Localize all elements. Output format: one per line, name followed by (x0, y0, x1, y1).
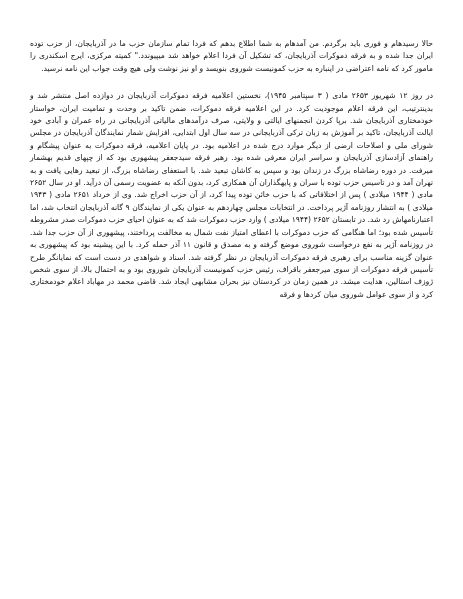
paragraph-letter-ending: حالا رسیدهام و فوری باید برگردم. من آمدهام به شما اطلاع بدهم که فردا تمام سازمان حزب ما در آذربایجان، از حزب توده ایران جدا شده و به فرقه دموکرات آذربایجان، که تشکیل آن فردا اعلام خواهد شد میپیوندد." کمیته مرکزی، ایرج اسکندری را مامور کرد که نامه اعتراضی در اینباره به حزب کمونیست شوروی بنویسد و او نیز نوشت ولی هیچ وقت جواب این نامه نرسید. (30, 39, 433, 73)
paragraph-democratic-sect-history: در روز ۱۲ شهریور ۲۶۵۳ مادی ( ۳ سپتامبر ۱۹۴۵)، نخستین اعلامیه فرقه دموکرات آذربایجان در دوازده اصل منتشر شد و بدینترتیب، این فرقه اعلام موجودیت کرد. در این اعلامیه فرقه دموکرات، ضمن تاکید بر وحدت و تمامیت ایران، خواستار خودمختاری آذربایجان شد. برپا کردن انجمنهای ایالتی و ولایتی، صرف درآمدهای مالیاتی آذربایجانی در راه عمران و آبادی خود ایالت آذربایجان، تاکید بر آموزش به زبان ترکی آذربایجانی در سه سال اول ابتدایی، افزایش شمار نمایندگان آذربایجان در مجلس شورای ملی و اصلاحات ارضی از دیگر موارد درج شده در اعلامیه بود. در پایان اعلامیه، فرقه دموکرات به عنوان پیشگام و راهنمای آزادسازی آذربایجان و سراسر ایران معرفی شده بود. رهبر فرقه سیدجعفر پیشهوری بود که از چپهای قدیم بهشمار میرفت. در دوره رضاشاه بزرگ در زندان بود و سپس به کاشان تبعید شد. با استعفای رضاشاه بزرگ، از تبعید رهایی یافت و به تهران آمد و در تاسیس حزب توده با سران و پایهگذاران آن همکاری کرد، بدون آنکه به عضویت رسمی آن درآید. او در سال ۲۶۵۲ مادی ( ۱۹۴۴ میلادی ) پس از اختلافاتی که با حزب خائن توده پیدا کرد، از آن حزب اخراج شد. وی از خرداد ۲۶۵۱ مادی ( ۱۹۴۳ میلادی ) به انتشار روزنامه آژیر پرداخت. در انتخابات مجلس چهاردهم به عنوان یکی از نمایندگان ۹ گانه آذربایجان انتخاب شد، اما اعتبارنامهاش رد شد. در تابستان ۲۶۵۲ (۱۹۴۴ میلادی ) وارد حزب دموکرات شد که به عنوان احیای حزب دموکرات صدر مشروطه تأسیس شده بود؛ اما هنگامی که حزب دموکرات با اعطای امتیاز نفت شمال به مخالفت پرداختند، پیشهوری از آن حزب جدا شد. در روزنامه آژیر به نفع درخواست شوروی موضع گرفته و به مصدق و قانون ۱۱ آذر حمله کرد. با این پیشینه بود که پیشهوری به عنوان گزینه مناسب برای رهبری فرقه دموکرات آذربایجان در نظر گرفته شد. اسناد و شواهدی در دست است که نمایانگر طرح تأسیس فرقه دموکرات از سوی میرجعفر باقراف، رئیس حزب کمونیست آذربایجان شوروی بود و به احتمال بالا، از سوی شخص ژوزف استالین، هدایت میشد. در همین زمان در کردستان نیز بحران مشابهی ایجاد شد. قاضی محمد در مهاباد اعلام خودمختاری کرد و از سوی عوامل شوروی میان کردها و فرقه (30, 91, 433, 299)
